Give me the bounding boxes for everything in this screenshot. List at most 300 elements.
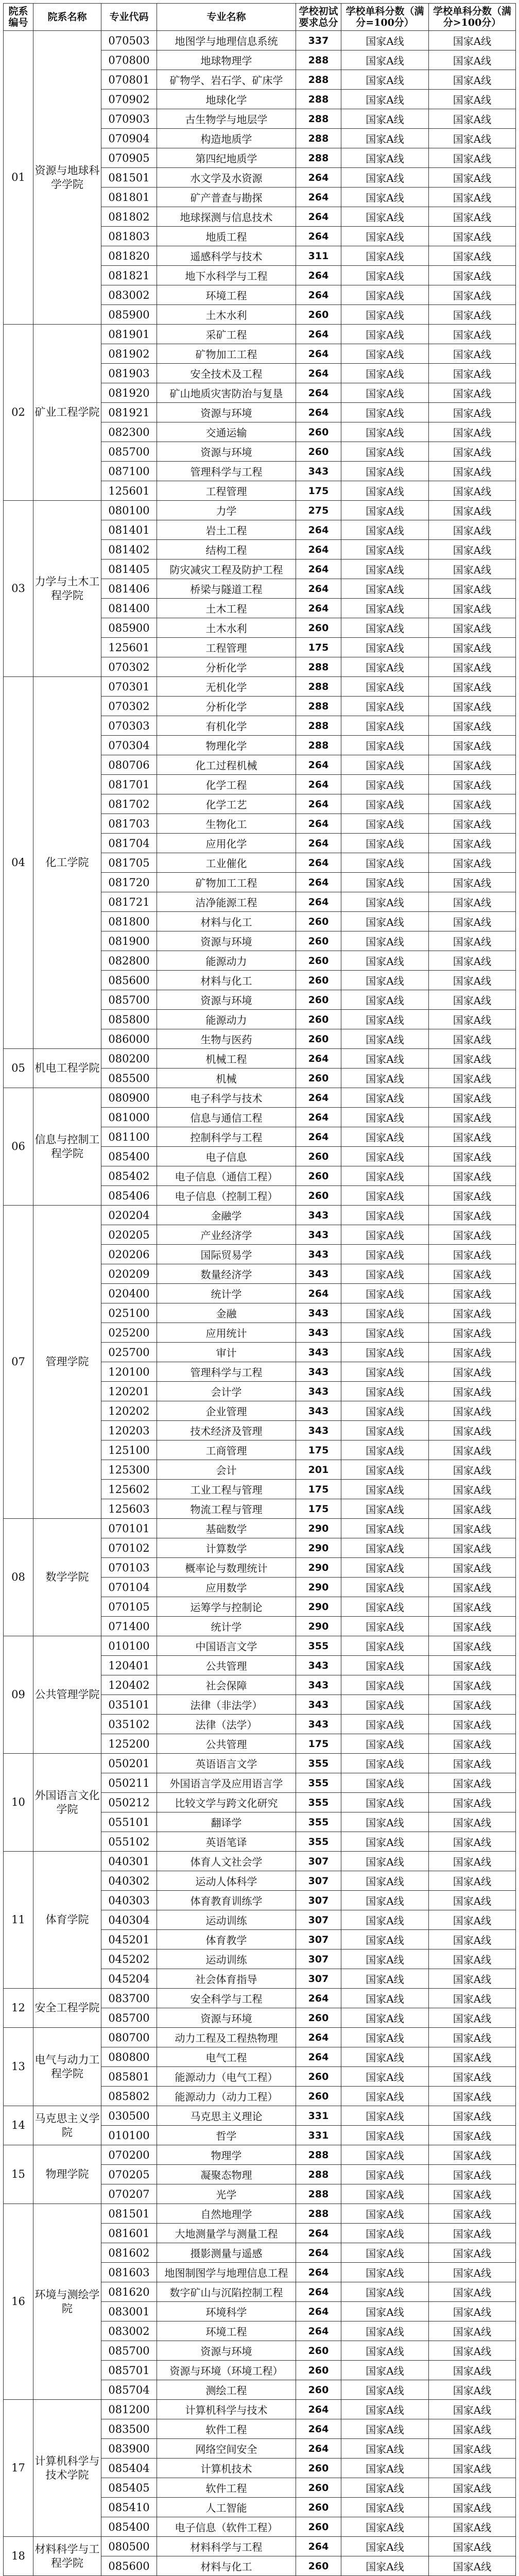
major-name: 物理化学 xyxy=(157,736,296,755)
major-code: 055102 xyxy=(101,1832,157,1852)
major-code: 085410 xyxy=(101,2498,157,2517)
single-score-over-100: 国家A线 xyxy=(429,2400,516,2419)
table-header xyxy=(4,4,516,31)
major-code: 085406 xyxy=(101,1186,157,1206)
table-row xyxy=(4,1049,516,1069)
single-score-over-100: 国家A线 xyxy=(429,1264,516,1284)
major-name: 能源动力（动力工程） xyxy=(157,2087,296,2106)
major-code: 081501 xyxy=(101,2204,157,2224)
total-score: 288 xyxy=(296,70,341,90)
single-score-100: 国家A线 xyxy=(341,1440,429,1460)
header-row xyxy=(4,4,516,31)
major-name: 电子信息 xyxy=(157,1147,296,1166)
major-code: 070503 xyxy=(101,31,157,50)
major-code: 125100 xyxy=(101,1440,157,1460)
single-score-100: 国家A线 xyxy=(341,1303,429,1323)
single-score-over-100: 国家A线 xyxy=(429,1166,516,1186)
total-score: 288 xyxy=(296,129,341,148)
major-code: 081902 xyxy=(101,344,157,364)
major-name: 桥梁与隧道工程 xyxy=(157,579,296,599)
major-name: 资源与环境 xyxy=(157,931,296,951)
single-score-100: 国家A线 xyxy=(341,892,429,912)
single-score-100: 国家A线 xyxy=(341,168,429,188)
total-score: 264 xyxy=(296,2047,341,2067)
header-single-over-100: 学校单科分数（满分>100分） xyxy=(429,4,516,31)
single-score-100: 国家A线 xyxy=(341,1264,429,1284)
single-score-over-100: 国家A线 xyxy=(429,2067,516,2087)
total-score: 260 xyxy=(296,971,341,990)
college-name: 数学学院 xyxy=(33,1519,101,1636)
total-score: 264 xyxy=(296,1989,341,2008)
major-code: 020204 xyxy=(101,1206,157,1225)
major-code: 085700 xyxy=(101,442,157,462)
single-score-100: 国家A线 xyxy=(341,1225,429,1245)
total-score: 264 xyxy=(296,344,341,364)
single-score-over-100: 国家A线 xyxy=(429,2263,516,2282)
major-name: 工程管理 xyxy=(157,481,296,501)
college-no: 15 xyxy=(4,2145,33,2204)
major-name: 矿山地质灾害防治与复垦 xyxy=(157,383,296,403)
single-score-over-100: 国家A线 xyxy=(429,716,516,736)
major-name: 概率论与数理统计 xyxy=(157,1558,296,1578)
college-no: 14 xyxy=(4,2106,33,2145)
major-code: 080700 xyxy=(101,2028,157,2047)
single-score-100: 国家A线 xyxy=(341,1793,429,1812)
total-score: 290 xyxy=(296,1519,341,1538)
major-code: 070302 xyxy=(101,657,157,677)
total-score: 343 xyxy=(296,1421,341,1440)
major-name: 社会保障 xyxy=(157,1675,296,1695)
college-no: 09 xyxy=(4,1636,33,1754)
major-code: 083002 xyxy=(101,2321,157,2341)
major-code: 081401 xyxy=(101,520,157,540)
single-score-100: 国家A线 xyxy=(341,1773,429,1793)
single-score-100: 国家A线 xyxy=(341,403,429,422)
major-name: 企业管理 xyxy=(157,1401,296,1421)
major-code: 083002 xyxy=(101,285,157,305)
total-score: 275 xyxy=(296,501,341,520)
total-score: 264 xyxy=(296,814,341,834)
major-code: 020205 xyxy=(101,1225,157,1245)
major-code: 030500 xyxy=(101,2106,157,2126)
table-row xyxy=(4,1754,516,1773)
total-score: 288 xyxy=(296,716,341,736)
total-score: 260 xyxy=(296,2380,341,2400)
major-name: 材料与化工 xyxy=(157,971,296,990)
single-score-100: 国家A线 xyxy=(341,1499,429,1519)
total-score: 355 xyxy=(296,1793,341,1812)
college-name: 矿业工程学院 xyxy=(33,325,101,501)
major-name: 电子信息（软件工程） xyxy=(157,2517,296,2537)
header-major-name: 专业名称 xyxy=(157,4,296,31)
single-score-100: 国家A线 xyxy=(341,2204,429,2224)
single-score-100: 国家A线 xyxy=(341,1010,429,1029)
table-row xyxy=(4,1989,516,2008)
single-score-100: 国家A线 xyxy=(341,599,429,618)
header-college-no: 院系编号 xyxy=(4,4,33,31)
single-score-100: 国家A线 xyxy=(341,2067,429,2087)
single-score-over-100: 国家A线 xyxy=(429,971,516,990)
single-score-over-100: 国家A线 xyxy=(429,2165,516,2184)
single-score-over-100: 国家A线 xyxy=(429,990,516,1010)
single-score-over-100: 国家A线 xyxy=(429,1303,516,1323)
single-score-over-100: 国家A线 xyxy=(429,50,516,70)
single-score-over-100: 国家A线 xyxy=(429,1636,516,1656)
major-code: 071400 xyxy=(101,1617,157,1636)
major-name: 资源与环境 xyxy=(157,403,296,422)
major-code: 120100 xyxy=(101,1362,157,1382)
major-name: 电子科学与技术 xyxy=(157,1088,296,1108)
total-score: 264 xyxy=(296,892,341,912)
single-score-100: 国家A线 xyxy=(341,1127,429,1147)
single-score-100: 国家A线 xyxy=(341,148,429,168)
table-row xyxy=(4,2145,516,2165)
major-name: 英语笔译 xyxy=(157,1832,296,1852)
single-score-over-100: 国家A线 xyxy=(429,2028,516,2047)
major-name: 构造地质学 xyxy=(157,129,296,148)
single-score-over-100: 国家A线 xyxy=(429,481,516,501)
table-row xyxy=(4,1088,516,1108)
total-score: 264 xyxy=(296,853,341,873)
major-name: 机械 xyxy=(157,1069,296,1088)
major-name: 法律（法学） xyxy=(157,1715,296,1734)
major-name: 运动训练 xyxy=(157,1950,296,1969)
major-code: 081100 xyxy=(101,1127,157,1147)
total-score: 260 xyxy=(296,2556,341,2576)
single-score-100: 国家A线 xyxy=(341,31,429,50)
single-score-over-100: 国家A线 xyxy=(429,1382,516,1401)
single-score-over-100: 国家A线 xyxy=(429,1245,516,1264)
college-name: 化工学院 xyxy=(33,677,101,1049)
total-score: 260 xyxy=(296,2498,341,2517)
major-code: 081721 xyxy=(101,892,157,912)
total-score: 175 xyxy=(296,481,341,501)
single-score-100: 国家A线 xyxy=(341,1871,429,1891)
college-no: 12 xyxy=(4,1989,33,2028)
major-code: 125200 xyxy=(101,1734,157,1754)
major-name: 比较文学与跨文化研究 xyxy=(157,1793,296,1812)
single-score-over-100: 国家A线 xyxy=(429,2419,516,2439)
single-score-over-100: 国家A线 xyxy=(429,2459,516,2478)
major-code: 081703 xyxy=(101,814,157,834)
total-score: 264 xyxy=(296,266,341,285)
major-name: 防灾减灾工程及防护工程 xyxy=(157,560,296,579)
major-code: 070304 xyxy=(101,736,157,755)
single-score-100: 国家A线 xyxy=(341,442,429,462)
major-name: 环境科学 xyxy=(157,2302,296,2321)
single-score-100: 国家A线 xyxy=(341,873,429,892)
major-name: 采矿工程 xyxy=(157,325,296,344)
single-score-100: 国家A线 xyxy=(341,2243,429,2263)
major-name: 矿产普查与勘探 xyxy=(157,188,296,207)
major-name: 社会体育指导 xyxy=(157,1969,296,1989)
single-score-100: 国家A线 xyxy=(341,2282,429,2302)
major-name: 数量经济学 xyxy=(157,1264,296,1284)
single-score-over-100: 国家A线 xyxy=(429,1225,516,1245)
single-score-over-100: 国家A线 xyxy=(429,1088,516,1108)
total-score: 264 xyxy=(296,364,341,383)
major-name: 岩土工程 xyxy=(157,520,296,540)
college-name: 资源与地球科学学院 xyxy=(33,31,101,325)
single-score-100: 国家A线 xyxy=(341,1675,429,1695)
major-name: 遥感科学与技术 xyxy=(157,246,296,266)
major-name: 第四纪地质学 xyxy=(157,148,296,168)
total-score: 260 xyxy=(296,2517,341,2537)
table-row xyxy=(4,1206,516,1225)
single-score-over-100: 国家A线 xyxy=(429,1930,516,1950)
single-score-100: 国家A线 xyxy=(341,2400,429,2419)
single-score-over-100: 国家A线 xyxy=(429,931,516,951)
single-score-100: 国家A线 xyxy=(341,677,429,697)
major-code: 120202 xyxy=(101,1401,157,1421)
single-score-100: 国家A线 xyxy=(341,697,429,716)
major-name: 会计 xyxy=(157,1460,296,1480)
single-score-over-100: 国家A线 xyxy=(429,1440,516,1460)
single-score-over-100: 国家A线 xyxy=(429,168,516,188)
table-row xyxy=(4,31,516,50)
single-score-100: 国家A线 xyxy=(341,951,429,971)
major-code: 085802 xyxy=(101,2087,157,2106)
major-name: 安全科学与工程 xyxy=(157,1989,296,2008)
total-score: 337 xyxy=(296,31,341,50)
single-score-over-100: 国家A线 xyxy=(429,1617,516,1636)
total-score: 290 xyxy=(296,1617,341,1636)
major-name: 资源与环境 xyxy=(157,2341,296,2361)
major-code: 082300 xyxy=(101,422,157,442)
single-score-100: 国家A线 xyxy=(341,227,429,246)
single-score-over-100: 国家A线 xyxy=(429,1656,516,1675)
major-name: 中国语言文学 xyxy=(157,1636,296,1656)
major-code: 070903 xyxy=(101,109,157,129)
single-score-100: 国家A线 xyxy=(341,1636,429,1656)
major-code: 081501 xyxy=(101,168,157,188)
major-code: 081405 xyxy=(101,560,157,579)
total-score: 343 xyxy=(296,1656,341,1675)
single-score-100: 国家A线 xyxy=(341,2028,429,2047)
total-score: 307 xyxy=(296,1871,341,1891)
major-name: 哲学 xyxy=(157,2126,296,2145)
college-no: 03 xyxy=(4,501,33,677)
major-name: 人工智能 xyxy=(157,2498,296,2517)
table-row xyxy=(4,1636,516,1656)
total-score: 355 xyxy=(296,1636,341,1656)
single-score-100: 国家A线 xyxy=(341,1656,429,1675)
single-score-over-100: 国家A线 xyxy=(429,403,516,422)
major-name: 机械工程 xyxy=(157,1049,296,1069)
single-score-over-100: 国家A线 xyxy=(429,1519,516,1538)
single-score-over-100: 国家A线 xyxy=(429,775,516,794)
single-score-100: 国家A线 xyxy=(341,755,429,775)
major-code: 080900 xyxy=(101,1088,157,1108)
single-score-over-100: 国家A线 xyxy=(429,1989,516,2008)
single-score-over-100: 国家A线 xyxy=(429,246,516,266)
single-score-100: 国家A线 xyxy=(341,540,429,560)
major-name: 地球探测与信息技术 xyxy=(157,207,296,227)
total-score: 264 xyxy=(296,834,341,853)
total-score: 307 xyxy=(296,1969,341,1989)
total-score: 264 xyxy=(296,285,341,305)
total-score: 343 xyxy=(296,1362,341,1382)
single-score-over-100: 国家A线 xyxy=(429,2556,516,2576)
single-score-over-100: 国家A线 xyxy=(429,1460,516,1480)
college-no: 01 xyxy=(4,31,33,325)
total-score: 355 xyxy=(296,1812,341,1832)
major-code: 081705 xyxy=(101,853,157,873)
major-name: 材料科学与工程 xyxy=(157,2537,296,2556)
total-score: 260 xyxy=(296,1166,341,1186)
major-code: 070200 xyxy=(101,2145,157,2165)
single-score-over-100: 国家A线 xyxy=(429,1421,516,1440)
total-score: 264 xyxy=(296,2419,341,2439)
single-score-100: 国家A线 xyxy=(341,1832,429,1852)
major-name: 化工过程机械 xyxy=(157,755,296,775)
single-score-over-100: 国家A线 xyxy=(429,736,516,755)
total-score: 264 xyxy=(296,207,341,227)
single-score-over-100: 国家A线 xyxy=(429,1343,516,1362)
college-name: 电气与动力工程学院 xyxy=(33,2028,101,2106)
major-name: 金融 xyxy=(157,1303,296,1323)
table-row xyxy=(4,2028,516,2047)
single-score-100: 国家A线 xyxy=(341,2047,429,2067)
total-score: 260 xyxy=(296,2361,341,2380)
major-code: 070905 xyxy=(101,148,157,168)
single-score-over-100: 国家A线 xyxy=(429,1206,516,1225)
major-code: 081801 xyxy=(101,188,157,207)
single-score-100: 国家A线 xyxy=(341,2361,429,2380)
single-score-100: 国家A线 xyxy=(341,1519,429,1538)
major-name: 物流工程与管理 xyxy=(157,1499,296,1519)
major-code: 125602 xyxy=(101,1480,157,1499)
total-score: 343 xyxy=(296,1382,341,1401)
single-score-over-100: 国家A线 xyxy=(429,344,516,364)
major-name: 网络空间安全 xyxy=(157,2439,296,2459)
major-name: 公共管理 xyxy=(157,1656,296,1675)
major-code: 070303 xyxy=(101,716,157,736)
total-score: 264 xyxy=(296,540,341,560)
total-score: 307 xyxy=(296,1891,341,1910)
total-score: 260 xyxy=(296,2459,341,2478)
major-name: 无机化学 xyxy=(157,677,296,697)
major-code: 125603 xyxy=(101,1499,157,1519)
table-row xyxy=(4,2400,516,2419)
single-score-over-100: 国家A线 xyxy=(429,1891,516,1910)
major-code: 040302 xyxy=(101,1871,157,1891)
total-score: 288 xyxy=(296,677,341,697)
single-score-100: 国家A线 xyxy=(341,2087,429,2106)
major-name: 资源与环境 xyxy=(157,2008,296,2028)
total-score: 264 xyxy=(296,775,341,794)
major-name: 能源动力（电气工程） xyxy=(157,2067,296,2087)
total-score: 260 xyxy=(296,305,341,325)
single-score-100: 国家A线 xyxy=(341,990,429,1010)
major-name: 基础数学 xyxy=(157,1519,296,1538)
major-name: 法律（非法学） xyxy=(157,1695,296,1715)
single-score-over-100: 国家A线 xyxy=(429,1499,516,1519)
single-score-over-100: 国家A线 xyxy=(429,1950,516,1969)
single-score-100: 国家A线 xyxy=(341,520,429,540)
total-score: 201 xyxy=(296,1460,341,1480)
single-score-100: 国家A线 xyxy=(341,1343,429,1362)
total-score: 260 xyxy=(296,1147,341,1166)
single-score-100: 国家A线 xyxy=(341,1715,429,1734)
total-score: 307 xyxy=(296,1930,341,1950)
major-code: 085600 xyxy=(101,2556,157,2576)
single-score-100: 国家A线 xyxy=(341,1460,429,1480)
total-score: 355 xyxy=(296,1773,341,1793)
single-score-over-100: 国家A线 xyxy=(429,1401,516,1421)
total-score: 264 xyxy=(296,2282,341,2302)
single-score-100: 国家A线 xyxy=(341,618,429,638)
major-code: 081603 xyxy=(101,2263,157,2282)
single-score-over-100: 国家A线 xyxy=(429,2184,516,2204)
single-score-over-100: 国家A线 xyxy=(429,579,516,599)
single-score-100: 国家A线 xyxy=(341,1147,429,1166)
single-score-over-100: 国家A线 xyxy=(429,1323,516,1343)
total-score: 260 xyxy=(296,422,341,442)
major-code: 085700 xyxy=(101,2008,157,2028)
college-name: 材料科学与工程学院 xyxy=(33,2537,101,2576)
major-name: 环境工程 xyxy=(157,2321,296,2341)
major-name: 生物与医药 xyxy=(157,1029,296,1049)
college-no: 10 xyxy=(4,1754,33,1852)
major-name: 电子信息（通信工程） xyxy=(157,1166,296,1186)
single-score-100: 国家A线 xyxy=(341,579,429,599)
single-score-100: 国家A线 xyxy=(341,1597,429,1617)
major-name: 分析化学 xyxy=(157,657,296,677)
total-score: 355 xyxy=(296,1832,341,1852)
single-score-over-100: 国家A线 xyxy=(429,2008,516,2028)
major-name: 物理学 xyxy=(157,2145,296,2165)
major-name: 运动人体科学 xyxy=(157,1871,296,1891)
single-score-over-100: 国家A线 xyxy=(429,2204,516,2224)
single-score-100: 国家A线 xyxy=(341,207,429,227)
table-row xyxy=(4,1852,516,1871)
single-score-over-100: 国家A线 xyxy=(429,2361,516,2380)
single-score-over-100: 国家A线 xyxy=(429,422,516,442)
college-name: 计算机科学与技术学院 xyxy=(33,2400,101,2537)
major-code: 080100 xyxy=(101,501,157,520)
college-name: 管理学院 xyxy=(33,1206,101,1519)
single-score-100: 国家A线 xyxy=(341,716,429,736)
single-score-over-100: 国家A线 xyxy=(429,1362,516,1382)
single-score-100: 国家A线 xyxy=(341,129,429,148)
major-name: 光学 xyxy=(157,2184,296,2204)
single-score-100: 国家A线 xyxy=(341,912,429,931)
major-name: 数字矿山与沉陷控制工程 xyxy=(157,2282,296,2302)
single-score-100: 国家A线 xyxy=(341,2556,429,2576)
major-code: 081402 xyxy=(101,540,157,560)
single-score-over-100: 国家A线 xyxy=(429,520,516,540)
single-score-100: 国家A线 xyxy=(341,1421,429,1440)
major-code: 025700 xyxy=(101,1343,157,1362)
table-body xyxy=(4,31,516,2576)
single-score-over-100: 国家A线 xyxy=(429,853,516,873)
major-name: 土木水利 xyxy=(157,618,296,638)
single-score-over-100: 国家A线 xyxy=(429,501,516,520)
major-code: 085500 xyxy=(101,1069,157,1088)
single-score-over-100: 国家A线 xyxy=(429,227,516,246)
major-code: 050201 xyxy=(101,1754,157,1773)
single-score-over-100: 国家A线 xyxy=(429,2106,516,2126)
major-code: 085405 xyxy=(101,2478,157,2498)
total-score: 264 xyxy=(296,794,341,814)
major-code: 040303 xyxy=(101,1891,157,1910)
single-score-over-100: 国家A线 xyxy=(429,2224,516,2243)
major-code: 081821 xyxy=(101,266,157,285)
major-name: 地质工程 xyxy=(157,227,296,246)
major-code: 085900 xyxy=(101,618,157,638)
college-no: 08 xyxy=(4,1519,33,1636)
